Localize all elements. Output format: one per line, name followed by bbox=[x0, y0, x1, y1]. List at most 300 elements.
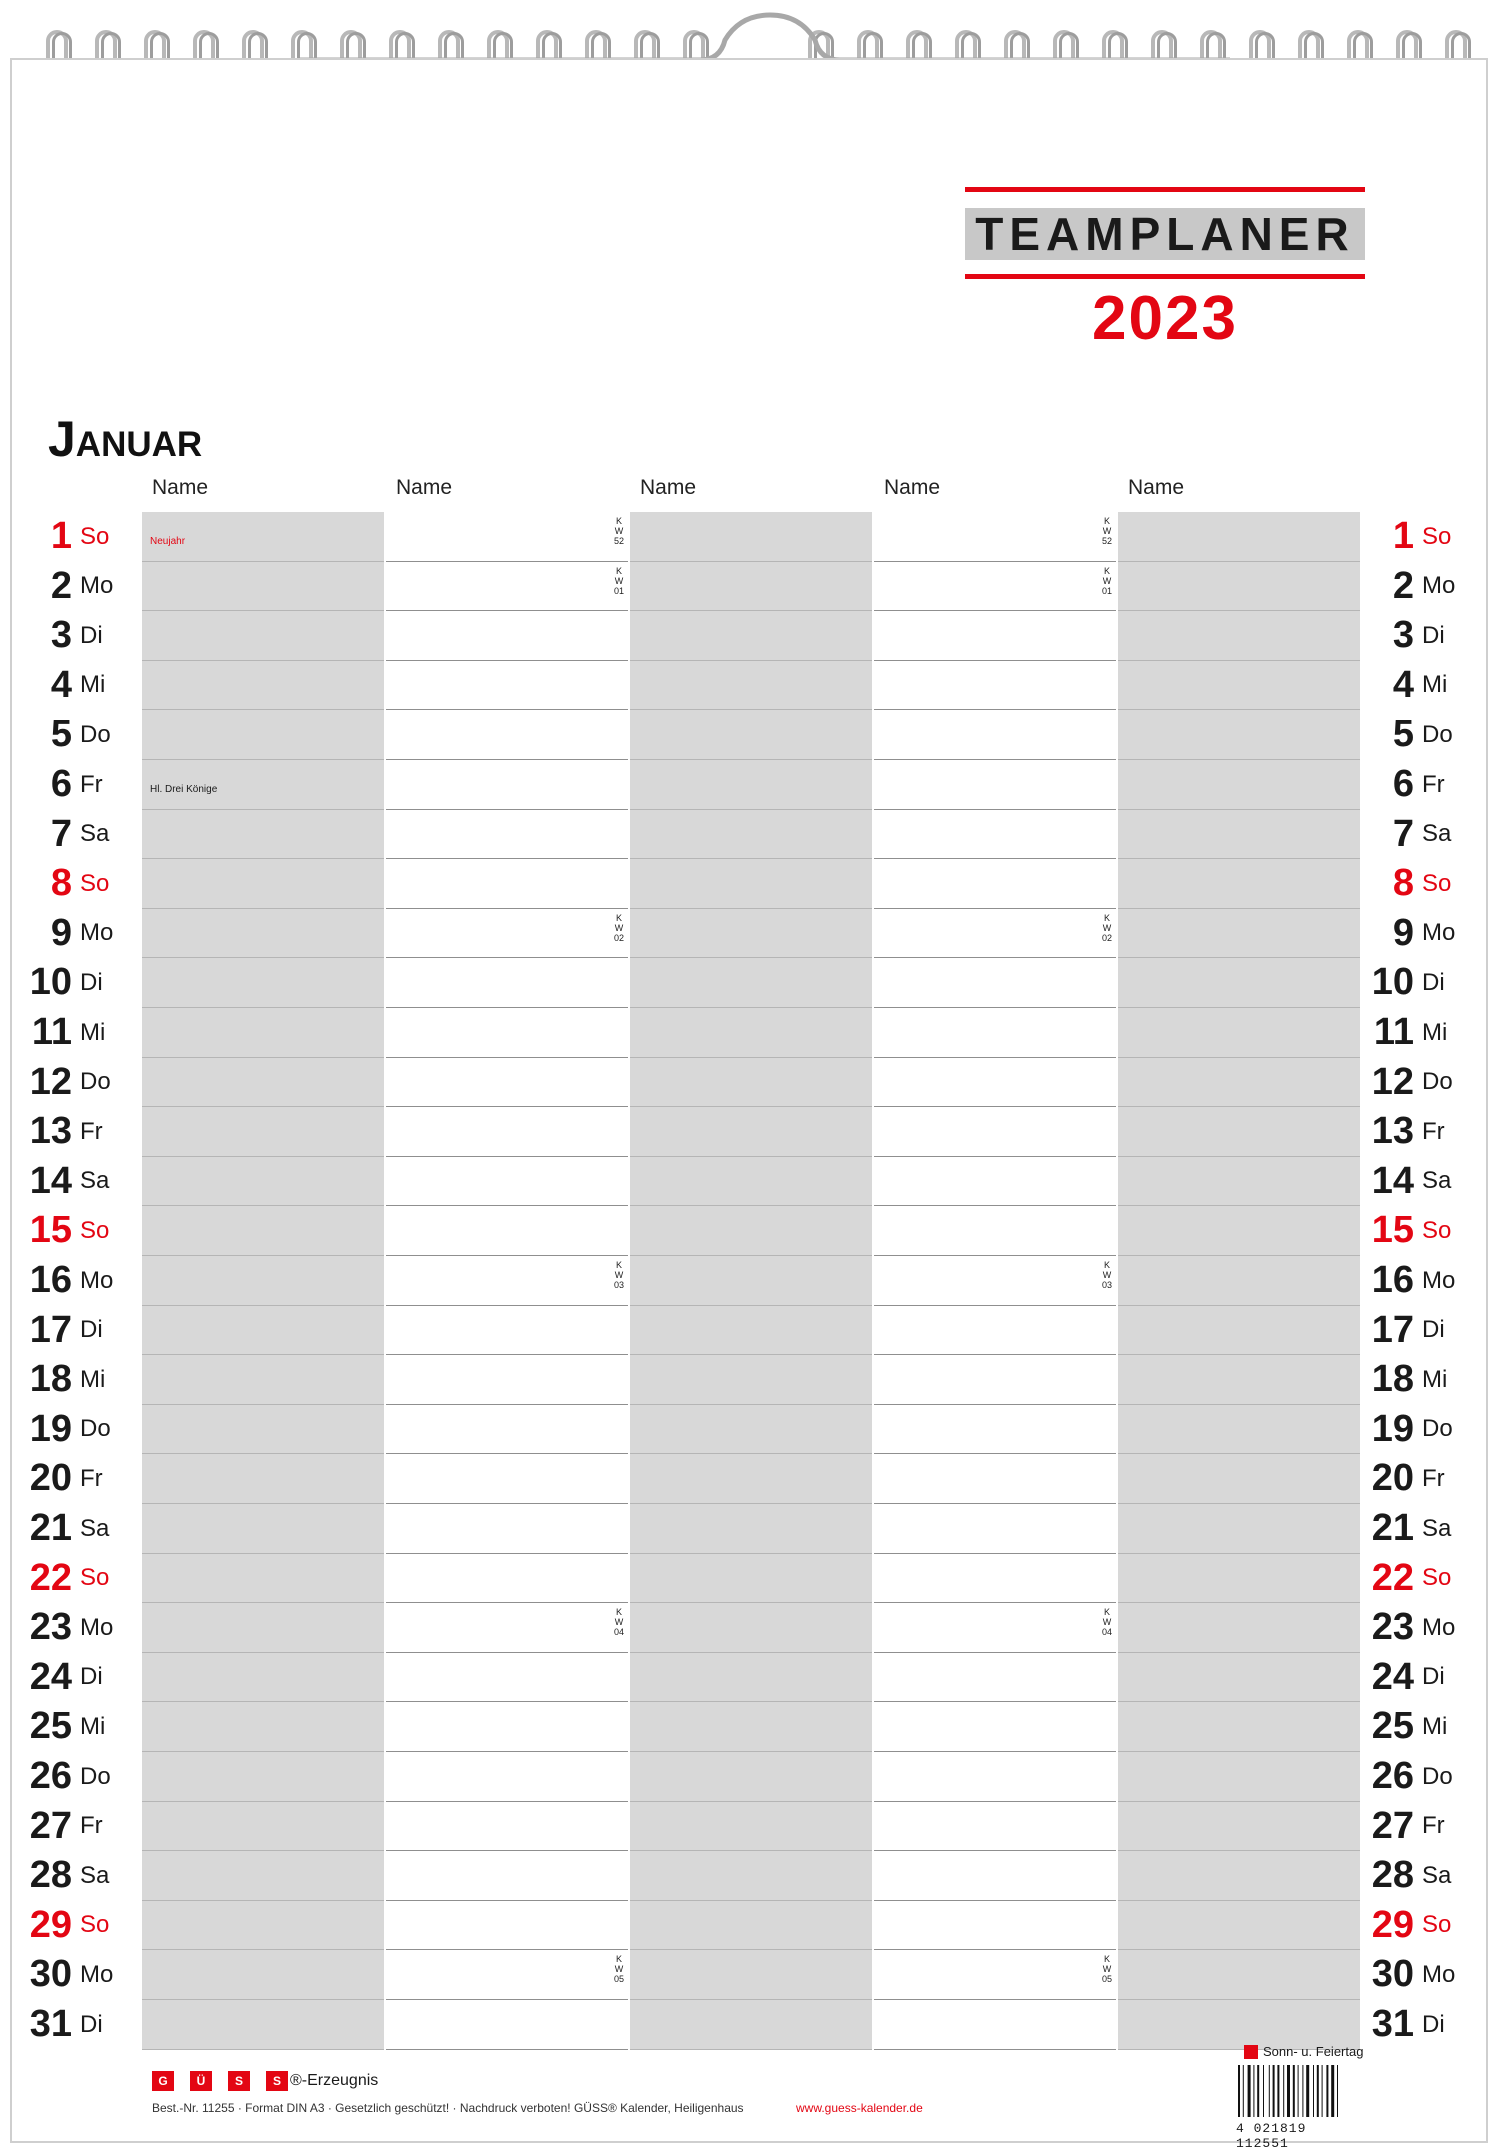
weekday-abbrev: Mi bbox=[80, 1018, 106, 1046]
weekday-abbrev: Do bbox=[1422, 1415, 1453, 1443]
day-number: 2 bbox=[50, 564, 72, 607]
day-label bbox=[22, 1752, 111, 1801]
planner-cell[interactable] bbox=[874, 611, 1116, 661]
planner-cell[interactable] bbox=[1118, 1157, 1360, 1207]
day-label bbox=[22, 512, 109, 561]
planner-cell[interactable] bbox=[874, 1702, 1116, 1752]
planner-cell[interactable] bbox=[1118, 1206, 1360, 1256]
planner-cell[interactable] bbox=[630, 859, 872, 909]
week-number-marker: K W 04 bbox=[1101, 1607, 1112, 1638]
weekday-abbrev: Do bbox=[80, 720, 111, 748]
planner-cell[interactable] bbox=[1118, 1504, 1360, 1554]
day-number: 18 bbox=[1371, 1358, 1414, 1401]
column-header-4: Name bbox=[884, 476, 941, 499]
planner-column-4 bbox=[874, 512, 1116, 2050]
day-label bbox=[22, 958, 103, 1007]
planner-cell[interactable] bbox=[630, 2000, 872, 2050]
planner-cell[interactable] bbox=[142, 1306, 384, 1356]
planner-cell[interactable] bbox=[630, 1702, 872, 1752]
planner-cell[interactable] bbox=[630, 1206, 872, 1256]
planner-cell[interactable] bbox=[874, 1058, 1116, 1108]
planner-cell[interactable] bbox=[1118, 909, 1360, 959]
day-number: 4 bbox=[1392, 663, 1414, 706]
planner-cell[interactable] bbox=[142, 1157, 384, 1207]
legend bbox=[1244, 2044, 1363, 2059]
day-number: 16 bbox=[1371, 1259, 1414, 1301]
day-label bbox=[1364, 1405, 1453, 1454]
planner-cell[interactable] bbox=[874, 1901, 1116, 1951]
planner-cell[interactable] bbox=[386, 760, 628, 810]
planner-cell[interactable] bbox=[874, 1554, 1116, 1604]
planner-cell[interactable] bbox=[1118, 1405, 1360, 1455]
planner-cell[interactable] bbox=[142, 611, 384, 661]
day-number: 30 bbox=[1371, 1953, 1414, 1996]
barcode-number: 4 021819 112551 bbox=[1236, 2121, 1307, 2151]
day-label bbox=[22, 1504, 109, 1553]
day-number: 14 bbox=[29, 1159, 72, 1202]
planner-cell[interactable] bbox=[630, 1901, 872, 1951]
planner-cell[interactable] bbox=[874, 1603, 1116, 1653]
planner-cell[interactable] bbox=[1118, 810, 1360, 860]
weekday-abbrev: Mo bbox=[1422, 1266, 1456, 1294]
day-number: 5 bbox=[1392, 713, 1414, 756]
barcode-bar bbox=[1269, 2065, 1270, 2117]
planner-cell[interactable] bbox=[386, 1157, 628, 1207]
planner-cell[interactable] bbox=[630, 611, 872, 661]
imprint-text: Best.-Nr. 11255 · Format DIN A3 · Gesetzlich geschützt! · Nachdruck verboten! GÜSS® Kalender, Heiligenhaus bbox=[152, 2101, 744, 2115]
planner-cell[interactable] bbox=[630, 1603, 872, 1653]
website-link[interactable]: www.guess-kalender.de bbox=[796, 2101, 923, 2115]
day-number: 21 bbox=[29, 1507, 72, 1549]
planner-cell[interactable] bbox=[386, 1206, 628, 1256]
planner-cell[interactable] bbox=[386, 1702, 628, 1752]
planner-cell[interactable] bbox=[142, 1206, 384, 1256]
barcode-bar bbox=[1317, 2065, 1319, 2117]
planner-cell[interactable] bbox=[142, 562, 384, 612]
planner-cell[interactable] bbox=[386, 1454, 628, 1504]
planner-cell[interactable] bbox=[142, 1058, 384, 1108]
day-label bbox=[22, 1157, 109, 1206]
planner-cell[interactable] bbox=[386, 512, 628, 562]
planner-cell[interactable] bbox=[630, 661, 872, 711]
planner-cell[interactable] bbox=[1118, 1008, 1360, 1058]
planner-cell[interactable] bbox=[1118, 1107, 1360, 1157]
planner-cell[interactable] bbox=[1118, 1256, 1360, 1306]
planner-cell[interactable] bbox=[386, 859, 628, 909]
planner-cell[interactable] bbox=[1118, 1851, 1360, 1901]
day-number: 26 bbox=[29, 1755, 72, 1797]
title-box bbox=[965, 208, 1365, 260]
weekday-abbrev: Mi bbox=[80, 671, 106, 699]
weekday-abbrev: So bbox=[1422, 1564, 1452, 1592]
planner-cell[interactable] bbox=[874, 562, 1116, 612]
planner-cell[interactable] bbox=[142, 1901, 384, 1951]
day-number: 1 bbox=[50, 515, 72, 557]
barcode-bar bbox=[1253, 2065, 1254, 2117]
planner-cell[interactable] bbox=[630, 760, 872, 810]
weekday-abbrev: Di bbox=[1422, 1316, 1445, 1344]
planner-cell[interactable] bbox=[386, 1355, 628, 1405]
planner-cell[interactable] bbox=[142, 810, 384, 860]
day-number: 20 bbox=[1371, 1457, 1414, 1500]
planner-cell[interactable] bbox=[386, 1107, 628, 1157]
planner-cell[interactable] bbox=[142, 2000, 384, 2050]
planner-cell[interactable] bbox=[874, 2000, 1116, 2050]
planner-cell[interactable] bbox=[142, 1454, 384, 1504]
planner-cell[interactable] bbox=[1118, 611, 1360, 661]
planner-cell[interactable] bbox=[386, 1851, 628, 1901]
planner-cell[interactable] bbox=[386, 1306, 628, 1356]
planner-cell[interactable] bbox=[142, 958, 384, 1008]
planner-cell[interactable] bbox=[1118, 1901, 1360, 1951]
planner-cell[interactable] bbox=[386, 810, 628, 860]
day-number: 11 bbox=[1373, 1011, 1414, 1053]
holiday-note: Neujahr bbox=[150, 536, 186, 547]
day-label bbox=[22, 710, 111, 759]
planner-cell[interactable] bbox=[1118, 1603, 1360, 1653]
planner-cell[interactable] bbox=[1118, 1058, 1360, 1108]
planner-cell[interactable] bbox=[1118, 1454, 1360, 1504]
planner-column-5 bbox=[1118, 512, 1360, 2050]
planner-cell[interactable] bbox=[874, 1504, 1116, 1554]
column-header-1: Name bbox=[152, 476, 209, 499]
barcode-bar bbox=[1277, 2065, 1279, 2117]
day-label bbox=[1364, 611, 1445, 660]
barcode-bar bbox=[1283, 2065, 1284, 2117]
week-number-marker: K W 05 bbox=[1101, 1954, 1112, 1985]
brand-letter: S bbox=[266, 2071, 288, 2091]
planner-cell[interactable] bbox=[630, 1504, 872, 1554]
barcode-bar bbox=[1337, 2065, 1338, 2117]
planner-cell[interactable] bbox=[386, 661, 628, 711]
day-label bbox=[1364, 1058, 1453, 1107]
planner-cell[interactable] bbox=[386, 1603, 628, 1653]
barcode-bar bbox=[1248, 2065, 1251, 2117]
planner-cell[interactable] bbox=[142, 1504, 384, 1554]
planner-cell[interactable] bbox=[874, 1256, 1116, 1306]
day-number: 10 bbox=[29, 961, 72, 1004]
day-label bbox=[22, 1702, 105, 1751]
planner-cell[interactable] bbox=[874, 1405, 1116, 1455]
week-number-marker: K W 02 bbox=[1101, 912, 1112, 943]
planner-cell[interactable] bbox=[874, 810, 1116, 860]
planner-cell[interactable] bbox=[874, 1752, 1116, 1802]
weekday-abbrev: Sa bbox=[1422, 1861, 1452, 1889]
weekday-abbrev: Di bbox=[1422, 1663, 1445, 1691]
planner-cell[interactable] bbox=[630, 1107, 872, 1157]
planner-cell[interactable] bbox=[1118, 1306, 1360, 1356]
planner-cell[interactable] bbox=[142, 1950, 384, 2000]
weekday-abbrev: Fr bbox=[80, 1464, 103, 1492]
planner-cell[interactable] bbox=[1118, 1653, 1360, 1703]
planner-cell[interactable] bbox=[386, 1653, 628, 1703]
brand-letter: S bbox=[228, 2071, 250, 2091]
day-number: 8 bbox=[1392, 862, 1414, 905]
planner-cell[interactable] bbox=[630, 1405, 872, 1455]
planner-cell[interactable] bbox=[874, 859, 1116, 909]
planner-cell[interactable] bbox=[142, 1653, 384, 1703]
planner-cell[interactable] bbox=[874, 661, 1116, 711]
planner-cell[interactable] bbox=[874, 958, 1116, 1008]
day-label bbox=[22, 1107, 103, 1156]
weekday-abbrev: Do bbox=[1422, 720, 1453, 748]
planner-cell[interactable] bbox=[142, 710, 384, 760]
planner-cell[interactable] bbox=[874, 1306, 1116, 1356]
week-number-marker: K W 04 bbox=[613, 1607, 624, 1638]
planner-cell[interactable] bbox=[630, 1355, 872, 1405]
weekday-abbrev: Di bbox=[1422, 621, 1445, 649]
day-label bbox=[22, 1405, 111, 1454]
planner-cell[interactable] bbox=[874, 512, 1116, 562]
planner-cell[interactable] bbox=[630, 1058, 872, 1108]
weekday-abbrev: Do bbox=[1422, 1762, 1453, 1790]
planner-cell[interactable] bbox=[1118, 710, 1360, 760]
planner-cell[interactable] bbox=[142, 1355, 384, 1405]
day-number: 9 bbox=[50, 911, 72, 954]
day-label bbox=[1364, 1107, 1445, 1156]
planner-cell[interactable] bbox=[630, 562, 872, 612]
day-label bbox=[22, 760, 103, 809]
weekday-abbrev: Fr bbox=[80, 1117, 103, 1145]
day-number: 6 bbox=[50, 763, 72, 805]
weekday-abbrev: Mo bbox=[1422, 1613, 1456, 1641]
week-number-marker: K W 52 bbox=[1101, 516, 1112, 546]
day-label bbox=[1364, 1702, 1447, 1751]
day-label bbox=[1364, 1256, 1455, 1305]
day-label bbox=[1364, 1554, 1451, 1603]
day-label bbox=[22, 1554, 109, 1603]
weekday-abbrev: Fr bbox=[1422, 1812, 1445, 1840]
planner-cell[interactable] bbox=[630, 512, 872, 562]
weekday-abbrev: Do bbox=[80, 1762, 111, 1790]
planner-cell[interactable] bbox=[386, 1802, 628, 1852]
planner-cell[interactable] bbox=[386, 611, 628, 661]
planner-cell[interactable] bbox=[630, 1256, 872, 1306]
planner-cell[interactable] bbox=[1118, 760, 1360, 810]
planner-cell[interactable] bbox=[874, 760, 1116, 810]
planner-cell[interactable] bbox=[142, 1008, 384, 1058]
planner-cell[interactable] bbox=[630, 1008, 872, 1058]
day-number: 7 bbox=[1392, 812, 1414, 855]
day-label bbox=[1364, 512, 1451, 561]
planner-cell[interactable] bbox=[142, 1702, 384, 1752]
planner-cell[interactable] bbox=[874, 1157, 1116, 1207]
day-label bbox=[1364, 562, 1455, 611]
day-label bbox=[22, 1901, 109, 1950]
day-label bbox=[22, 859, 109, 908]
planner-cell[interactable] bbox=[874, 1107, 1116, 1157]
planner-cell[interactable] bbox=[1118, 512, 1360, 562]
barcode-bar bbox=[1298, 2065, 1299, 2117]
planner-cell[interactable] bbox=[630, 1653, 872, 1703]
day-number: 16 bbox=[29, 1259, 72, 1301]
planner-cell[interactable] bbox=[386, 1554, 628, 1604]
day-number: 31 bbox=[1371, 2003, 1414, 2045]
day-label bbox=[22, 1454, 103, 1503]
weekday-abbrev: Mo bbox=[80, 1266, 114, 1294]
planner-column-3 bbox=[630, 512, 872, 2050]
day-number: 24 bbox=[29, 1655, 72, 1698]
planner-cell[interactable] bbox=[1118, 1554, 1360, 1604]
day-number: 2 bbox=[1392, 564, 1414, 607]
planner-cell[interactable] bbox=[142, 1851, 384, 1901]
day-label bbox=[1364, 661, 1447, 710]
weekday-abbrev: Fr bbox=[80, 770, 103, 798]
planner-column-2 bbox=[386, 512, 628, 2050]
week-number-marker: K W 01 bbox=[613, 565, 624, 596]
weekday-abbrev: So bbox=[80, 1911, 110, 1939]
planner-cell[interactable] bbox=[1118, 1355, 1360, 1405]
day-label bbox=[1364, 1851, 1451, 1900]
day-number: 24 bbox=[1371, 1655, 1414, 1698]
planner-cell[interactable] bbox=[386, 958, 628, 1008]
planner-cell[interactable] bbox=[386, 1950, 628, 2000]
planner-cell[interactable] bbox=[142, 760, 384, 810]
day-number: 27 bbox=[29, 1804, 72, 1847]
planner-cell[interactable] bbox=[630, 1554, 872, 1604]
planner-cell[interactable] bbox=[630, 1752, 872, 1802]
planner-cell[interactable] bbox=[1118, 2000, 1360, 2050]
weekday-abbrev: Do bbox=[1422, 1068, 1453, 1096]
day-number: 25 bbox=[29, 1705, 72, 1748]
planner-cell[interactable] bbox=[630, 1950, 872, 2000]
planner-cell[interactable] bbox=[386, 1008, 628, 1058]
day-number: 21 bbox=[1371, 1507, 1414, 1549]
planner-cell[interactable] bbox=[386, 710, 628, 760]
planner-cell[interactable] bbox=[874, 710, 1116, 760]
planner-cell[interactable] bbox=[630, 1851, 872, 1901]
day-number: 29 bbox=[1371, 1903, 1414, 1946]
day-label bbox=[1364, 1653, 1445, 1702]
day-number: 29 bbox=[29, 1903, 72, 1946]
weekday-abbrev: Do bbox=[80, 1415, 111, 1443]
planner-cell[interactable] bbox=[874, 909, 1116, 959]
planner-cell[interactable] bbox=[142, 661, 384, 711]
day-label bbox=[1364, 1802, 1445, 1851]
planner-cell[interactable] bbox=[386, 1901, 628, 1951]
planner-cell[interactable] bbox=[1118, 859, 1360, 909]
planner-cell[interactable] bbox=[630, 710, 872, 760]
weekday-abbrev: Mi bbox=[1422, 1712, 1448, 1740]
weekday-abbrev: Mo bbox=[1422, 1960, 1456, 1988]
weekday-abbrev: Sa bbox=[1422, 1514, 1452, 1542]
planner-cell[interactable] bbox=[630, 958, 872, 1008]
title-bottom-rule bbox=[965, 274, 1365, 279]
week-number-marker: K W 52 bbox=[613, 516, 624, 546]
planner-cell[interactable] bbox=[1118, 1950, 1360, 2000]
brand-letter: Ü bbox=[190, 2071, 212, 2091]
day-label bbox=[22, 562, 113, 611]
day-number: 5 bbox=[50, 713, 72, 756]
planner-cell[interactable] bbox=[630, 1306, 872, 1356]
weekday-abbrev: Fr bbox=[1422, 1117, 1445, 1145]
planner-cell[interactable] bbox=[874, 1454, 1116, 1504]
planner-cell[interactable] bbox=[1118, 1752, 1360, 1802]
title-block bbox=[965, 187, 1365, 354]
legend-swatch bbox=[1244, 2045, 1258, 2059]
planner-cell[interactable] bbox=[386, 2000, 628, 2050]
day-label bbox=[22, 1851, 109, 1900]
day-label bbox=[1364, 810, 1451, 859]
day-number: 3 bbox=[50, 614, 72, 657]
planner-cell[interactable] bbox=[1118, 562, 1360, 612]
weekday-abbrev: Mi bbox=[1422, 671, 1448, 699]
planner-cell[interactable] bbox=[1118, 661, 1360, 711]
planner-cell[interactable] bbox=[142, 1256, 384, 1306]
planner-cell[interactable] bbox=[142, 909, 384, 959]
planner-cell[interactable] bbox=[874, 1802, 1116, 1852]
planner-cell[interactable] bbox=[630, 1802, 872, 1852]
day-number: 19 bbox=[1371, 1407, 1414, 1450]
planner-cell[interactable] bbox=[874, 1653, 1116, 1703]
day-number: 7 bbox=[50, 812, 72, 855]
planner-cell[interactable] bbox=[386, 1504, 628, 1554]
barcode-bar bbox=[1331, 2065, 1334, 2117]
page-title: TEAMPLANER bbox=[975, 208, 1355, 260]
weekday-abbrev: Mo bbox=[80, 1613, 114, 1641]
day-label bbox=[1364, 1454, 1445, 1503]
weekday-abbrev: So bbox=[1422, 1216, 1452, 1244]
planner-cell[interactable] bbox=[142, 1107, 384, 1157]
planner-cell[interactable] bbox=[874, 1008, 1116, 1058]
day-number: 12 bbox=[29, 1060, 72, 1103]
planner-cell[interactable] bbox=[142, 1752, 384, 1802]
planner-cell[interactable] bbox=[1118, 1702, 1360, 1752]
planner-cell[interactable] bbox=[874, 1206, 1116, 1256]
planner-cell[interactable] bbox=[386, 1752, 628, 1802]
day-label bbox=[1364, 1504, 1451, 1553]
brand-logo bbox=[152, 2071, 378, 2091]
weekday-abbrev: Fr bbox=[1422, 770, 1445, 798]
planner-cell[interactable] bbox=[630, 1157, 872, 1207]
weekday-abbrev: Sa bbox=[80, 820, 110, 848]
planner-cell[interactable] bbox=[630, 909, 872, 959]
barcode-bar bbox=[1263, 2065, 1264, 2117]
planner-cell[interactable] bbox=[1118, 1802, 1360, 1852]
planner-cell[interactable] bbox=[630, 810, 872, 860]
planner-cell[interactable] bbox=[386, 1256, 628, 1306]
day-number: 28 bbox=[1371, 1854, 1414, 1897]
planner-cell[interactable] bbox=[142, 1603, 384, 1653]
planner-cell[interactable] bbox=[630, 1454, 872, 1504]
day-label bbox=[1364, 859, 1451, 908]
planner-cell[interactable] bbox=[142, 1554, 384, 1604]
planner-cell[interactable] bbox=[142, 512, 384, 562]
column-header-2: Name bbox=[396, 476, 453, 499]
planner-cell[interactable] bbox=[386, 909, 628, 959]
barcode bbox=[1236, 2065, 1364, 2117]
planner-cell[interactable] bbox=[386, 562, 628, 612]
planner-cell[interactable] bbox=[1118, 958, 1360, 1008]
planner-cell[interactable] bbox=[386, 1058, 628, 1108]
planner-cell[interactable] bbox=[142, 859, 384, 909]
column-header-5: Name bbox=[1128, 476, 1185, 499]
planner-cell[interactable] bbox=[874, 1355, 1116, 1405]
day-label bbox=[22, 1950, 113, 1999]
planner-cell[interactable] bbox=[142, 1802, 384, 1852]
weekday-abbrev: Mi bbox=[80, 1712, 106, 1740]
barcode-bar bbox=[1243, 2065, 1244, 2117]
planner-cell[interactable] bbox=[874, 1950, 1116, 2000]
day-number: 28 bbox=[29, 1854, 72, 1897]
day-label bbox=[22, 1603, 113, 1652]
planner-cell[interactable] bbox=[874, 1851, 1116, 1901]
planner-cell[interactable] bbox=[142, 1405, 384, 1455]
day-label bbox=[1364, 1355, 1447, 1404]
weekday-abbrev: Mo bbox=[1422, 919, 1456, 947]
planner-cell[interactable] bbox=[386, 1405, 628, 1455]
weekday-abbrev: Mi bbox=[1422, 1018, 1448, 1046]
